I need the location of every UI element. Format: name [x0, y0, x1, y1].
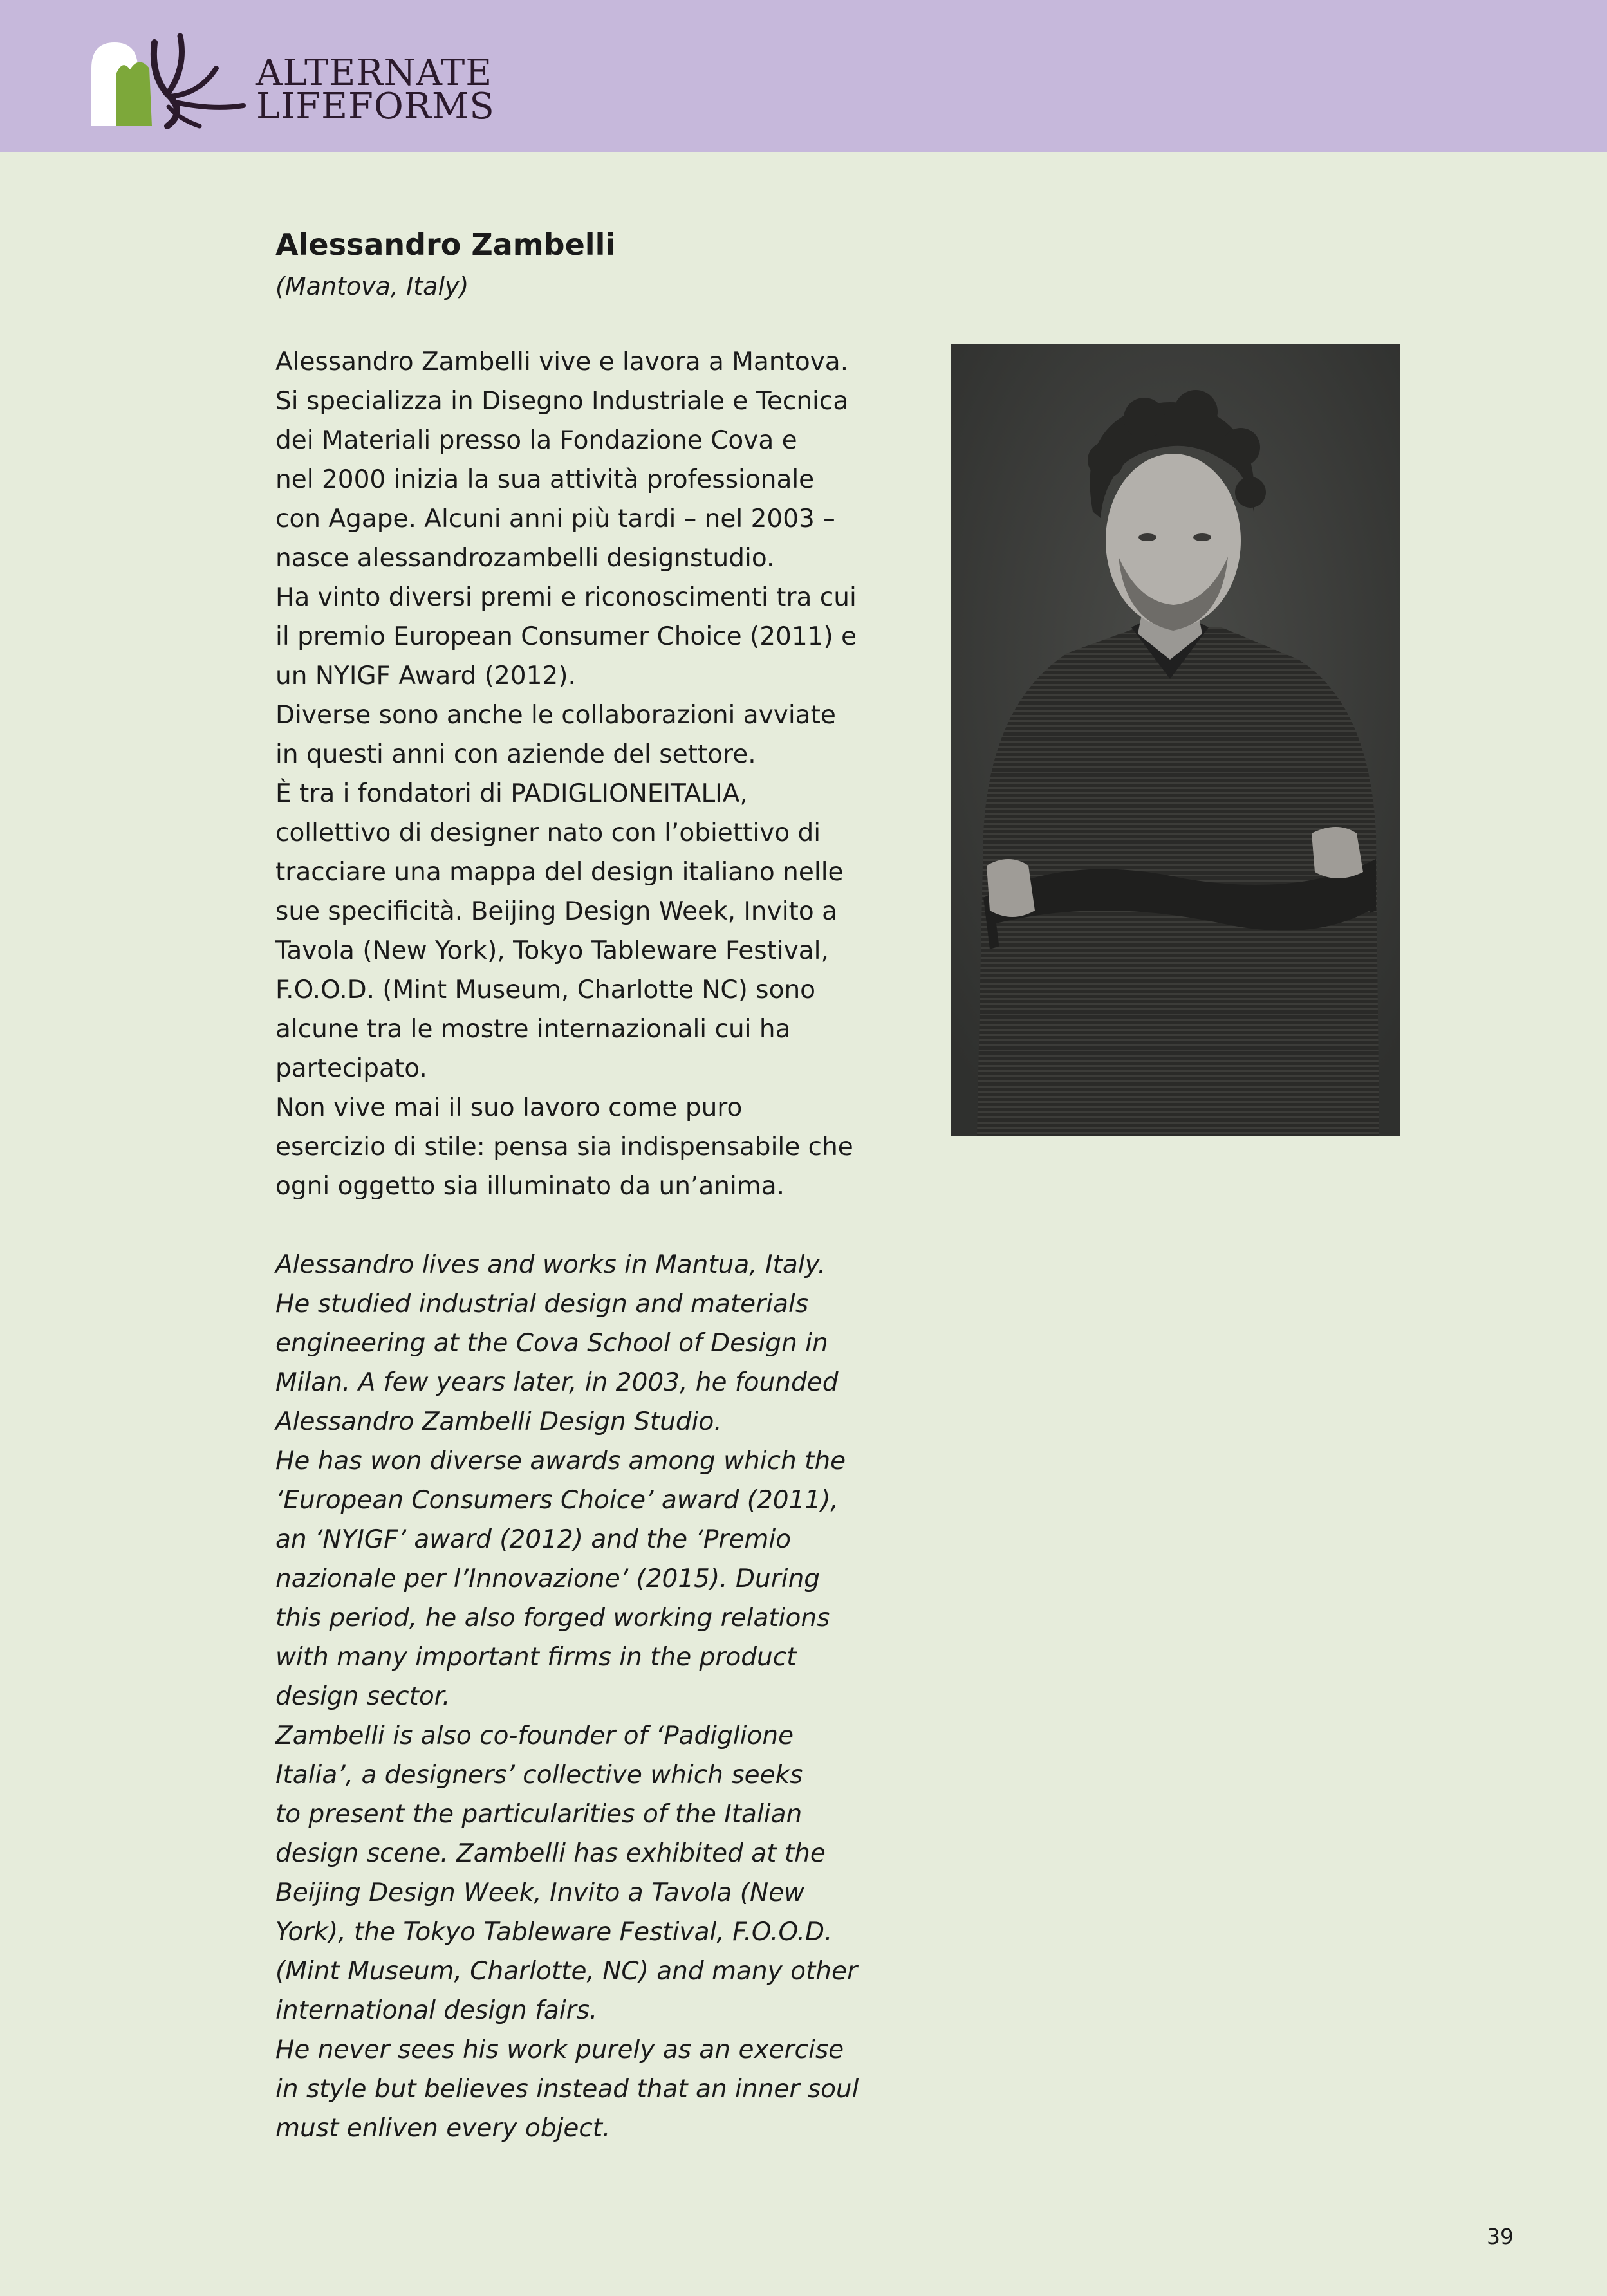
- logo-wordmark: [256, 52, 495, 127]
- bio-line: in style but believes instead that an inner soul: [275, 2075, 859, 2104]
- bio-line: Si specializza in Disegno Industriale e Tecnica: [275, 387, 849, 416]
- bio-line: ‘European Consumers Choice’ award (2011),: [275, 1486, 839, 1515]
- bio-line: Milan. A few years later, in 2003, he founded: [275, 1368, 839, 1397]
- bio-line: sue specificità. Beijing Design Week, Invito a: [275, 897, 838, 926]
- bio-line: tracciare una mappa del design italiano nelle: [275, 858, 844, 887]
- bio-line: in questi anni con aziende del settore.: [275, 740, 756, 769]
- bio-line: un NYIGF Award (2012).: [275, 662, 576, 690]
- bio-line: Tavola (New York), Tokyo Tableware Festival,: [275, 936, 829, 965]
- logo-line-1: ALTERNATE: [256, 52, 493, 94]
- bio-line: an ‘NYIGF’ award (2012) and the ‘Premio: [275, 1525, 792, 1554]
- bio-line: Ha vinto diversi premi e riconoscimenti tra cui: [275, 583, 857, 612]
- bio-line: con Agape. Alcuni anni più tardi – nel 2003 –: [275, 505, 835, 533]
- artist-name: Alessandro Zambelli: [275, 227, 616, 262]
- alternate-lifeforms-logo: [90, 30, 515, 133]
- bio-line: Alessandro Zambelli Design Studio.: [275, 1407, 722, 1436]
- bio-line: Alessandro lives and works in Mantua, Italy.: [275, 1250, 826, 1279]
- bio-italian: [275, 342, 925, 1206]
- bio-line: Zambelli is also co-founder of ‘Padiglione: [275, 1721, 794, 1750]
- bio-line: nel 2000 inizia la sua attività professionale: [275, 465, 815, 494]
- bio-line: He never sees his work purely as an exercise: [275, 2035, 844, 2064]
- bio-line: (Mint Museum, Charlotte, NC) and many other: [275, 1957, 858, 1986]
- bio-line: partecipato.: [275, 1054, 427, 1083]
- bio-line: to present the particularities of the Italian: [275, 1800, 803, 1829]
- bio-line: collettivo di designer nato con l’obiettivo di: [275, 819, 821, 847]
- artist-portrait-photo: [951, 344, 1400, 1136]
- artist-origin: (Mantova, Italy): [275, 272, 469, 301]
- bio-line: È tra i fondatori di PADIGLIONEITALIA,: [275, 779, 748, 808]
- bio-line: F.O.O.D. (Mint Museum, Charlotte NC) sono: [275, 976, 816, 1004]
- bio-line: nasce alessandrozambelli designstudio.: [275, 544, 775, 573]
- bio-line: il premio European Consumer Choice (2011) e: [275, 622, 857, 651]
- bio-line: He studied industrial design and materials: [275, 1290, 809, 1319]
- bio-english: [275, 1245, 925, 2148]
- bio-line: He has won diverse awards among which the: [275, 1447, 846, 1476]
- bio-line: alcune tra le mostre internazionali cui ha: [275, 1015, 791, 1044]
- bio-line: Beijing Design Week, Invito a Tavola (New: [275, 1878, 805, 1907]
- bio-line: this period, he also forged working relations: [275, 1604, 830, 1633]
- bio-line: Italia’, a designers’ collective which seeks: [275, 1761, 803, 1790]
- bio-line: ogni oggetto sia illuminato da un’anima.: [275, 1172, 785, 1201]
- bio-line: design scene. Zambelli has exhibited at the: [275, 1839, 826, 1868]
- portrait-illustration: [951, 344, 1400, 1136]
- bio-line: Diverse sono anche le collaborazioni avviate: [275, 701, 836, 730]
- bio-line: design sector.: [275, 1682, 451, 1711]
- bio-line: must enliven every object.: [275, 2114, 611, 2143]
- bio-line: Alessandro Zambelli vive e lavora a Mantova.: [275, 347, 849, 376]
- bio-line: nazionale per l’Innovazione’ (2015). During: [275, 1564, 821, 1593]
- bio-line: dei Materiali presso la Fondazione Cova e: [275, 426, 797, 455]
- logo-emblem-icon: [90, 30, 257, 133]
- header-band: [0, 0, 1607, 152]
- page-number: 39: [1487, 2224, 1514, 2249]
- logo-line-2: LIFEFORMS: [256, 86, 495, 127]
- artist-profile: [275, 221, 925, 2148]
- bio-line: esercizio di stile: pensa sia indispensabile che: [275, 1133, 853, 1162]
- bio-line: international design fairs.: [275, 1996, 598, 2025]
- bio-line: York), the Tokyo Tableware Festival, F.O.O.D.: [275, 1918, 833, 1947]
- bio-line: with many important firms in the product: [275, 1643, 797, 1672]
- bio-line: Non vive mai il suo lavoro come puro: [275, 1093, 743, 1122]
- bio-line: engineering at the Cova School of Design in: [275, 1329, 828, 1358]
